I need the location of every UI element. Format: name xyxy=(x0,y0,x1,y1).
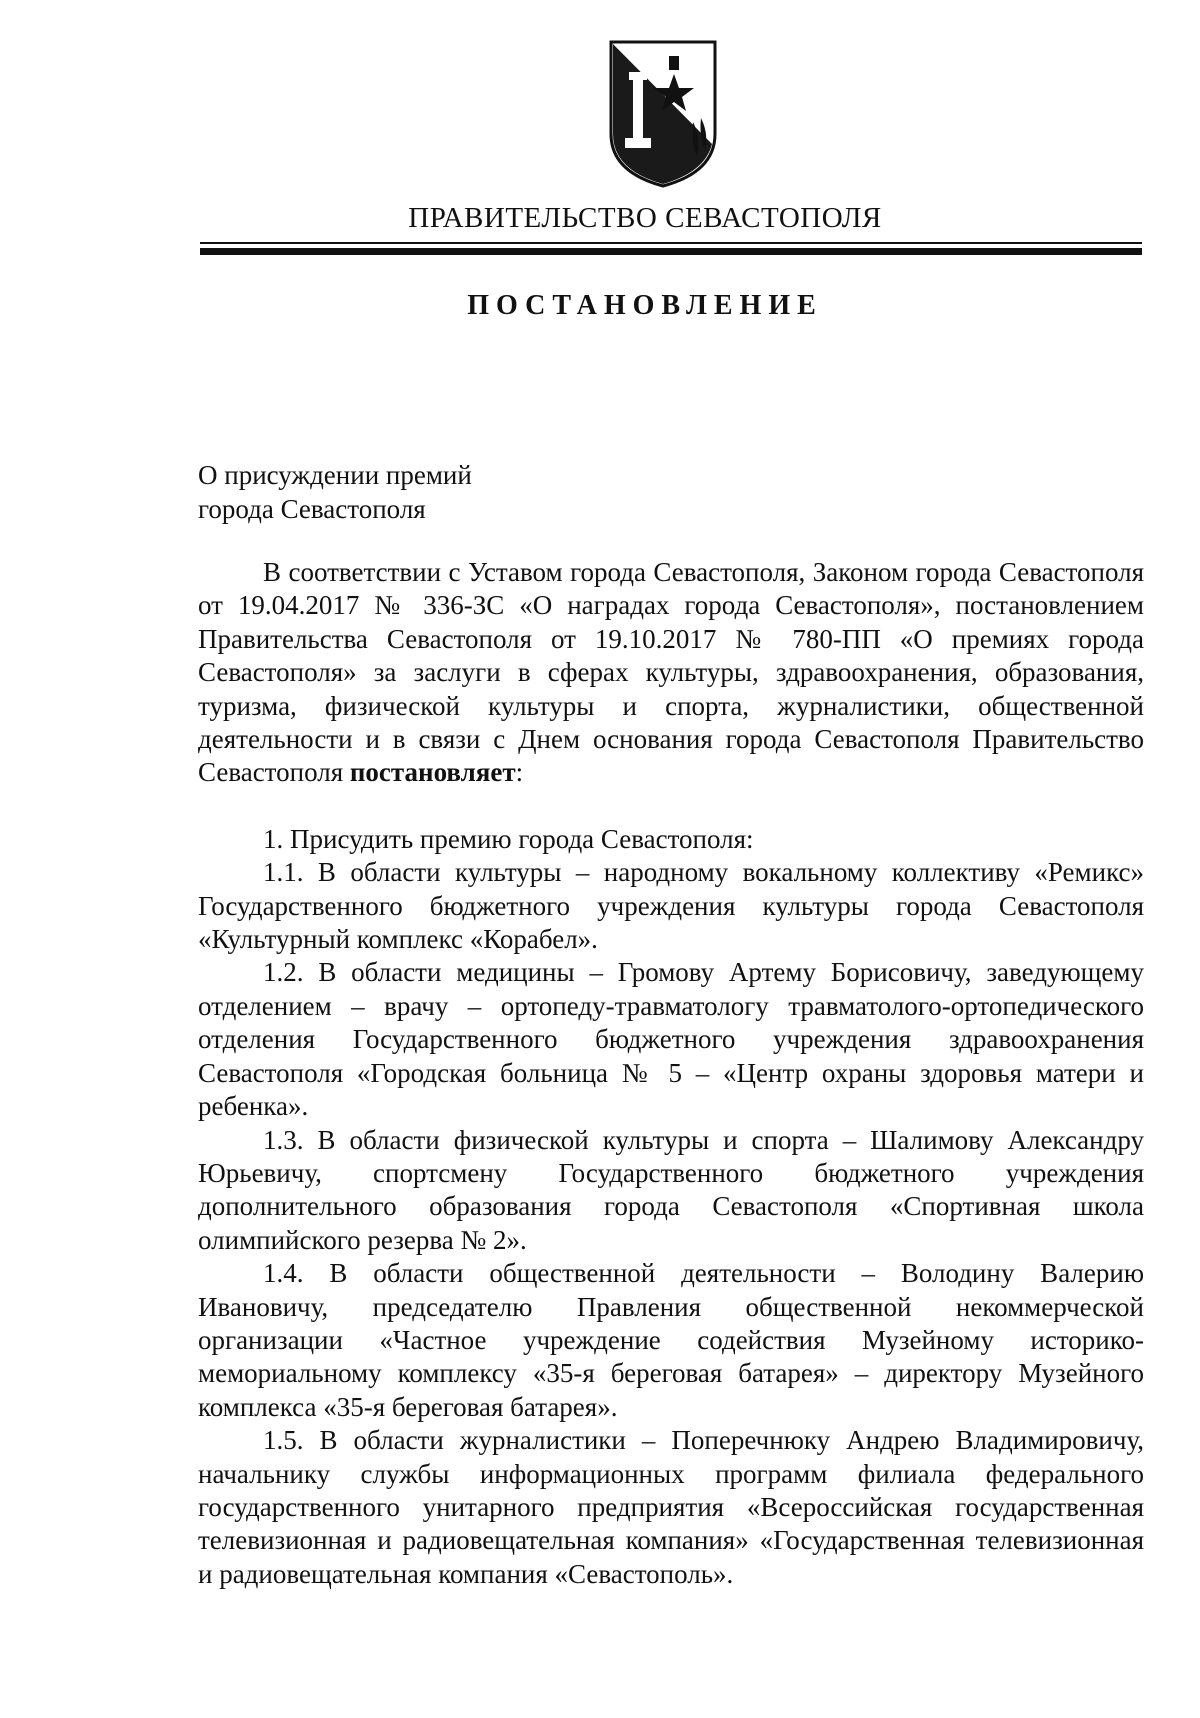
subject-line-2: города Севастополя xyxy=(198,494,426,524)
subject-line-1: О присуждении премий xyxy=(198,460,472,490)
document-body xyxy=(198,556,1144,1591)
preamble-paragraph xyxy=(198,556,1144,790)
document-subject xyxy=(198,458,472,526)
sevastopol-coat-of-arms-icon xyxy=(605,38,721,190)
clause-1-4: 1.4. В области общественной деятельности – Володину Валерию Ивановичу, председателю Правления общественной некоммерческой организации «Частное учреждение содействия Музейному историко-мемориальному комплексу «35-я береговая батарея» – директору Музейного комплекса «35-я береговая батарея». xyxy=(198,1258,1144,1422)
clause-1-5: 1.5. В области журналистики – Поперечнюку Андрею Владимировичу, начальнику службы информационных программ филиала федерального государственного унитарного предприятия «Всероссийская государственная телевизионная и радиовещательная компания» «Государственная телевизионная и радиовещательная компания «Севастополь». xyxy=(198,1425,1144,1589)
clause-1-3: 1.3. В области физической культуры и спорта – Шалимову Александру Юрьевичу, спортсмену Государственного бюджетного учреждения дополнительного образования города Севастополя «Спортивная школа олимпийского резерва № 2». xyxy=(198,1124,1144,1255)
government-title: ПРАВИТЕЛЬСТВО СЕВАСТОПОЛЯ xyxy=(408,202,882,234)
clause-1: 1. Присудить премию города Севастополя: xyxy=(263,823,754,854)
preamble-emphasis: постановляет xyxy=(349,757,516,788)
preamble-end: : xyxy=(515,757,524,788)
header-rule-thin xyxy=(200,242,1142,244)
document-type-title: ПОСТАНОВЛЕНИЕ xyxy=(467,290,823,321)
clause-1-1: 1.1. В области культуры – народному вокальному коллективу «Ремикс» Государственного бюджетного учреждения культуры города Севастополя «Культурный комплекс «Корабел». xyxy=(198,857,1144,955)
preamble-text: В соответствии с Уставом города Севастополя, Законом города Севастополя от 19.04.2017 № 336-ЗС «О наградах города Севастополя», постановлением Правительства Севастополя от 19.10.2017 № 780-ПП «О премиях города Севастополя» за заслуги в сферах культуры, здравоохранения, образования, туризма, физической культуры и спорта, журналистики, общественной деятельности и в связи с Днем основания города Севастополя Правительство Севастополя xyxy=(198,557,1144,788)
clause-1-2: 1.2. В области медицины – Громову Артему Борисовичу, заведующему отделением – врачу – ортопеду-травматологу травматолого-ортопедического отделения Государственного бюджетного учреждения здравоохранения Севастополя «Городская больница № 5 – «Центр охраны здоровья матери и ребенка». xyxy=(198,957,1144,1122)
header-rule-thick xyxy=(200,248,1142,255)
